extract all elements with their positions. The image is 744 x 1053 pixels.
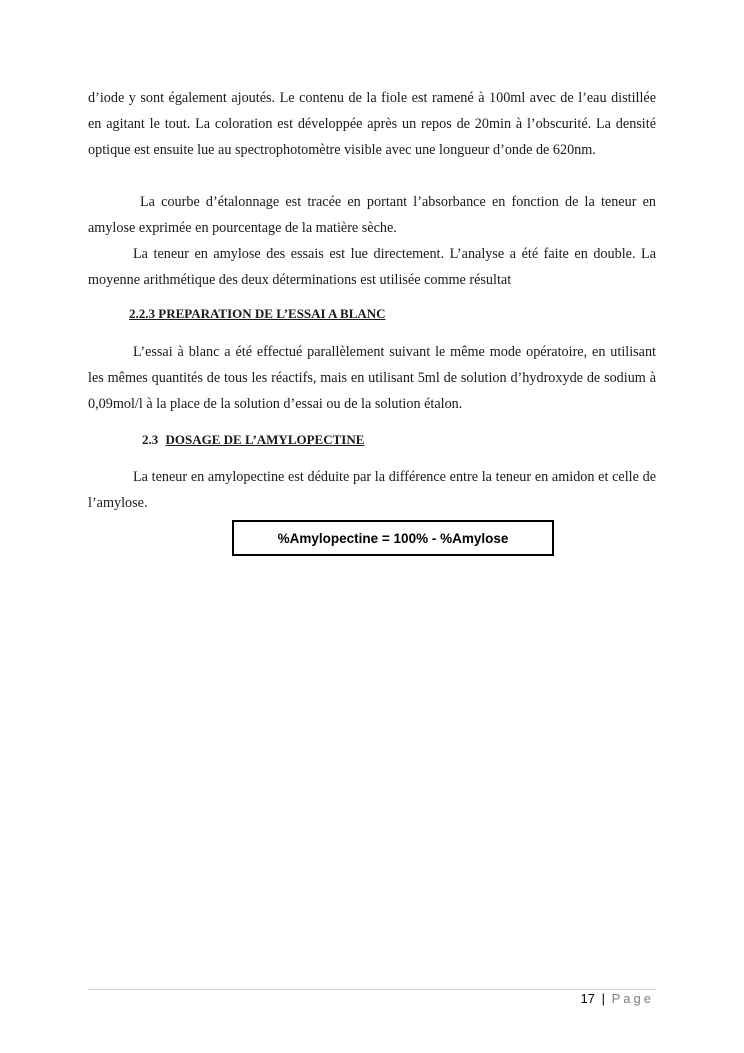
section-heading-amylopectin-title: DOSAGE DE L’AMYLOPECTINE (165, 432, 365, 447)
formula-box (232, 520, 554, 556)
paragraph-amylose-reading: La teneur en amylose des essais est lue directement. L’analyse a été faite en double. La moyenne arithmétique des deux déterminations est utilisée comme résultat (88, 246, 656, 288)
footer-divider (88, 989, 656, 990)
section-heading-amylopectin (142, 431, 364, 449)
paragraph-calibration-curve: La courbe d’étalonnage est tracée en portant l’absorbance en fonction de la teneur en amylose exprimée en pourcentage de la matière sèche. (88, 194, 656, 236)
page-label: Page (611, 991, 654, 1006)
page-footer (581, 991, 654, 1006)
formula-text: %Amylopectine = 100% - %Amylose (277, 530, 509, 546)
section-heading-blank-test (129, 305, 386, 323)
footer-separator: | (601, 991, 605, 1006)
paragraph-amylopectin-deduction: La teneur en amylopectine est déduite par la différence entre la teneur en amidon et celle de l’amylose. (88, 469, 656, 511)
page-number: 17 (580, 991, 595, 1006)
section-heading-blank-test-text: 2.2.3 PREPARATION DE L’ESSAI A BLANC (129, 306, 386, 321)
section-heading-amylopectin-number: 2.3 (142, 432, 159, 447)
paragraph-spectrophotometry: d’iode y sont également ajoutés. Le contenu de la fiole est ramené à 100ml avec de l’eau distillée en agitant le tout. La coloration est développée après un repos de 20min à l’obscurité. La densité optique est ensuite lue au spectrophotomètre visible avec une longueur d’onde de 620nm. (88, 90, 656, 158)
paragraph-blank-test: L’essai à blanc a été effectué parallèlement suivant le même mode opératoire, en utilisant les mêmes quantités de tous les réactifs, mais en utilisant 5ml de solution d’hydroxyde de sodium à 0,09mol/l à la place de la solution d’essai ou de la solution étalon. (88, 344, 656, 412)
